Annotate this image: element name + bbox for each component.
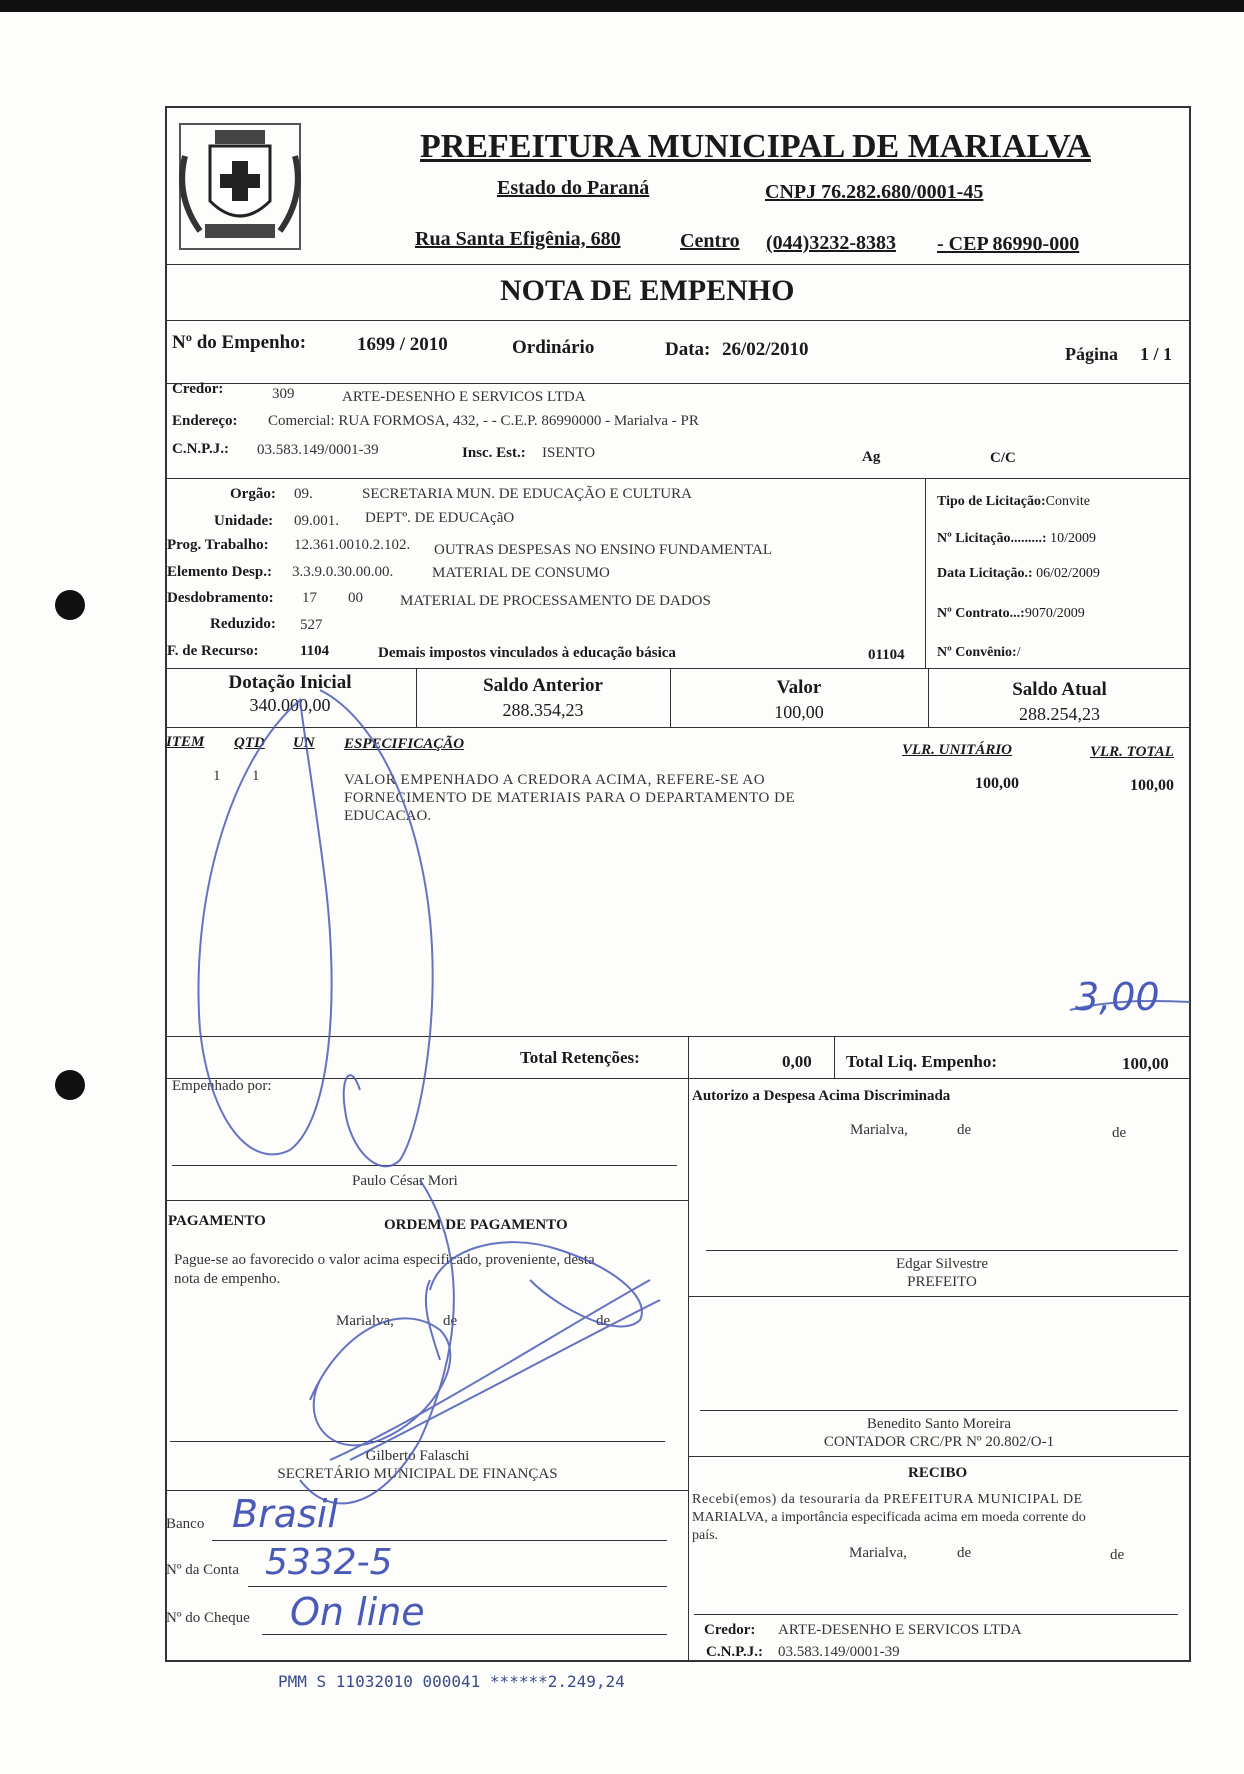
pagamento-city: Marialva, [336, 1313, 394, 1329]
page-label: Página [1065, 344, 1119, 364]
recurso-code-2: 01104 [868, 647, 905, 663]
cc-label: C/C [990, 450, 1016, 466]
orgao-code: 09. [294, 486, 313, 502]
credor-cnpj: 03.583.149/0001-39 [257, 442, 379, 458]
recibo-cnpj: 03.583.149/0001-39 [778, 1644, 900, 1660]
recibo-label: RECIBO [908, 1465, 968, 1481]
valor-label: Valor [776, 677, 822, 698]
prog-label: Prog. Trabalho: [167, 537, 269, 553]
pagamento-de-2: de [596, 1313, 611, 1329]
prog-value: OUTRAS DESPESAS NO ENSINO FUNDAMENTAL [434, 542, 772, 558]
recibo-credor-name: ARTE-DESENHO E SERVICOS LTDA [778, 1622, 1022, 1638]
secretario-name: Gilberto Falaschi [365, 1448, 470, 1464]
credor-label: Credor: [172, 381, 224, 397]
ordem-pagamento-label: ORDEM DE PAGAMENTO [384, 1217, 568, 1233]
contrato-label: Nº Contrato...:9070/2009 [937, 606, 1085, 621]
contador-name: Benedito Santo Moreira [866, 1416, 1012, 1432]
saldo-atual-value: 288.254,23 [1019, 704, 1100, 724]
saldo-anterior-value: 288.354,23 [502, 700, 584, 720]
prefeito-name: Edgar Silvestre [895, 1256, 989, 1272]
contador-role: CONTADOR CRC/PR Nº 20.802/O-1 [823, 1434, 1055, 1450]
desdobramento-code-2: 00 [348, 590, 363, 606]
saldo-atual-label: Saldo Atual [1012, 679, 1107, 700]
conta-handwritten: 5332-5 [265, 1542, 393, 1583]
empenho-date-label: Data: [665, 339, 711, 360]
col-especificacao: ESPECIFICAÇÃO [344, 736, 465, 752]
empenho-number-label: Nº do Empenho: [172, 332, 307, 353]
empenhado-por-label: Empenhado por: [172, 1078, 272, 1094]
pagamento-de-1: de [443, 1313, 458, 1329]
recibo-credor-label: Credor: [704, 1622, 756, 1638]
header-cep: - CEP 86990-000 [937, 233, 1080, 255]
prefeito-role: PREFEITO [907, 1274, 977, 1290]
total-retencoes-label: Total Retenções: [520, 1048, 640, 1067]
header-district: Centro [680, 230, 740, 252]
empenho-number: 1699 / 2010 [357, 334, 448, 355]
orgao-value: SECRETARIA MUN. DE EDUCAÇÃO E CULTURA [362, 486, 692, 502]
item-desc-line-2: FORNECIMENTO DE MATERIAIS PARA O DEPARTAMENTO DE [344, 790, 796, 806]
handwritten-note: 3,00 [1075, 975, 1160, 1019]
recurso-label: F. de Recurso: [167, 643, 259, 659]
desdobramento-label: Desdobramento: [167, 590, 274, 606]
unidade-label: Unidade: [214, 513, 274, 529]
item-desc-line-3: EDUCACAO. [344, 808, 432, 824]
autorizo-label: Autorizo a Despesa Acima Discriminada [692, 1088, 951, 1104]
pagamento-text-line-1: Pague-se ao favorecido o valor acima especificado, proveniente, desta [174, 1252, 595, 1268]
pagamento-label: PAGAMENTO [168, 1213, 266, 1229]
reduzido-label: Reduzido: [210, 616, 276, 632]
recibo-city: Marialva, [849, 1545, 907, 1561]
recibo-text-line-3: país. [692, 1528, 719, 1543]
elemento-code: 3.3.9.0.30.00.00. [292, 564, 394, 580]
ag-label: Ag [862, 449, 881, 465]
recibo-de-1: de [957, 1545, 972, 1561]
page-number: 1 / 1 [1140, 344, 1173, 364]
col-qtd: QTD [234, 735, 265, 751]
document-title: NOTA DE EMPENHO [500, 274, 795, 307]
autorizo-city: Marialva, [850, 1122, 908, 1138]
item-total-price: 100,00 [1130, 777, 1174, 794]
item-desc-line-1: VALOR EMPENHADO A CREDORA ACIMA, REFERE-SE AO [344, 772, 766, 788]
banco-handwritten: Brasil [232, 1492, 338, 1536]
prog-code: 12.361.0010.2.102. [294, 537, 411, 553]
recurso-value: Demais impostos vinculados à educação básica [378, 645, 676, 661]
autorizo-de-2: de [1112, 1125, 1127, 1141]
empenho-type: Ordinário [512, 337, 595, 358]
header-cnpj: CNPJ 76.282.680/0001-45 [765, 181, 984, 203]
endereco-value: Comercial: RUA FORMOSA, 432, - - C.E.P. 86990000 - Marialva - PR [268, 413, 699, 429]
header-address: Rua Santa Efigênia, 680 [415, 228, 621, 250]
item-unit-price: 100,00 [975, 775, 1019, 792]
recibo-text-line-2: MARIALVA, a importância especificada acima em moeda corrente do [692, 1510, 1086, 1525]
credor-cnpj-label: C.N.P.J.: [172, 441, 229, 457]
convenio-label: Nº Convênio:/ [937, 645, 1021, 660]
cheque-handwritten: On line [290, 1590, 425, 1634]
data-licitacao-label: Data Licitação.: 06/02/2009 [937, 566, 1100, 581]
header-title: PREFEITURA MUNICIPAL DE MARIALVA [420, 128, 1091, 165]
col-valor-total: VLR. TOTAL [1090, 744, 1174, 760]
total-liquido-value: 100,00 [1122, 1054, 1169, 1073]
pagamento-text-line-2: nota de empenho. [174, 1271, 281, 1287]
col-valor-unitario: VLR. UNITÁRIO [902, 742, 1013, 758]
total-retencoes-value: 0,00 [782, 1052, 812, 1071]
tipo-licitacao-label: Tipo de Licitação:Convite [937, 494, 1090, 509]
recibo-cnpj-label: C.N.P.J.: [706, 1644, 763, 1660]
desdobramento-code-1: 17 [302, 590, 317, 606]
recibo-de-2: de [1110, 1547, 1125, 1563]
orgao-label: Orgão: [230, 486, 276, 502]
col-item: ITEM [166, 734, 205, 750]
cheque-label: Nº do Cheque [166, 1610, 250, 1626]
credor-code: 309 [272, 386, 295, 402]
insc-value: ISENTO [542, 445, 596, 461]
empenhado-por-name: Paulo César Mori [352, 1173, 458, 1189]
autorizo-de-1: de [957, 1122, 972, 1138]
valor-value: 100,00 [774, 702, 824, 722]
payment-stamp: PMM S 11032010 000041 ******2.249,24 [278, 1672, 625, 1691]
empenho-date: 26/02/2010 [722, 339, 809, 360]
secretario-role: SECRETÁRIO MUNICIPAL DE FINANÇAS [277, 1466, 558, 1482]
saldo-anterior-label: Saldo Anterior [483, 675, 603, 696]
reduzido-value: 527 [300, 617, 323, 633]
header-phone: (044)3232-8383 [766, 232, 896, 254]
elemento-label: Elemento Desp.: [167, 564, 272, 580]
unidade-code: 09.001. [294, 513, 339, 529]
conta-label: Nº da Conta [166, 1562, 239, 1578]
dotacao-inicial-value: 340.000,00 [249, 695, 331, 715]
recurso-code: 1104 [300, 643, 330, 659]
endereco-label: Endereço: [172, 413, 238, 429]
credor-name: ARTE-DESENHO E SERVICOS LTDA [342, 389, 586, 405]
num-licitacao-label: Nº Licitação.........: 10/2009 [937, 531, 1096, 546]
elemento-value: MATERIAL DE CONSUMO [432, 565, 610, 581]
insc-label: Insc. Est.: [462, 445, 526, 461]
unidade-value: DEPTº. DE EDUCAçãO [365, 510, 515, 526]
banco-label: Banco [166, 1516, 205, 1532]
dotacao-inicial-label: Dotação Inicial [228, 672, 352, 693]
header-state: Estado do Paraná [497, 177, 650, 199]
total-liquido-label: Total Liq. Empenho: [846, 1052, 997, 1071]
recibo-text-line-1: Recebi(emos) da tesouraria da PREFEITURA MUNICIPAL DE [692, 1492, 1083, 1507]
desdobramento-value: MATERIAL DE PROCESSAMENTO DE DADOS [400, 593, 711, 609]
col-un: UN [293, 735, 315, 751]
item-number: 1 [213, 768, 221, 784]
item-qtd: 1 [252, 768, 260, 784]
